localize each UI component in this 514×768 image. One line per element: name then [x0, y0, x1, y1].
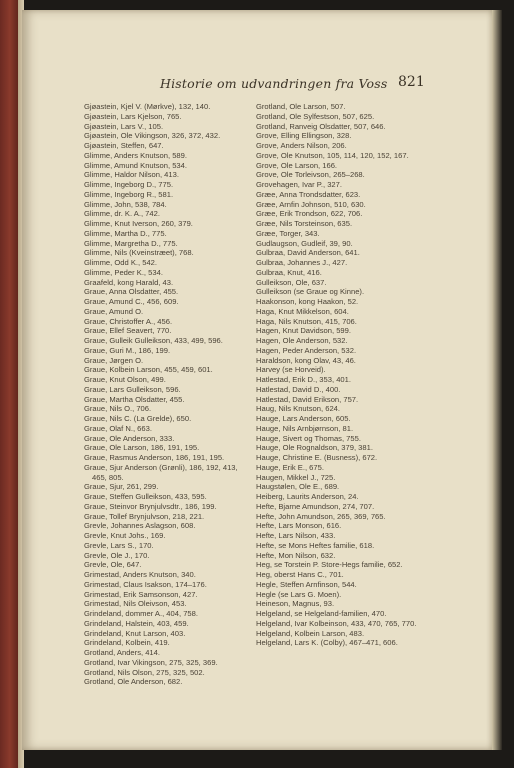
index-entry: Helgeland, se Helgeland-familien, 470.: [256, 609, 387, 618]
index-entry: Graue, Ole Larson, 186, 191, 195.: [84, 443, 200, 453]
index-entry: Hauge, Nils Arnbjørnson, 81.: [256, 423, 354, 433]
index-entry: Hagen, Knut Davidson, 599.: [256, 326, 351, 336]
index-entry: Hefte, Mon Nilson, 632.: [256, 550, 336, 560]
index-entry: Helgeland, Lars K. (Colby), 467–471, 606.: [256, 638, 398, 648]
index-entry: Graue, Sjur, 261, 299.: [84, 482, 159, 492]
index-entry: Grindeland, Knut Larson, 403.: [84, 628, 186, 638]
index-entry: Graue, Nils O., 706.: [84, 404, 152, 414]
index-entry: Gjøastein, Kjel V. (Mørkve), 132, 140.: [84, 102, 211, 111]
index-entry: Glimme, Knut Iverson, 260, 379.: [84, 219, 193, 228]
running-title: Historie om udvandringen fra Voss: [160, 76, 388, 91]
index-entry: Hegle, Steffen Arnfinson, 544.: [256, 579, 357, 589]
index-entry: Graue, Steinvor Brynjulvsdtr., 186, 199.: [84, 501, 217, 511]
index-entry: Graue, Gulleik Gulleikson, 433, 499, 596.: [84, 336, 223, 345]
index-entry: Græe, Erik Trondson, 622, 706.: [256, 209, 363, 219]
index-entry: Hauge, Erik E., 675.: [256, 462, 324, 472]
index-entry: Grindeland, dommer A., 404, 758.: [84, 609, 198, 618]
page-number: 821: [398, 74, 425, 90]
index-entry: Gulleikson, Ole, 637.: [256, 277, 327, 287]
index-entry: Grotland, Ole Sylfestson, 507, 625.: [256, 111, 375, 121]
index-entry: Glimme, Amund Knutson, 534.: [84, 160, 187, 170]
index-entry: Graue, Guri M., 186, 199.: [84, 345, 171, 355]
index-entry: Haga, Knut Mikkelson, 604.: [256, 306, 349, 316]
index-entry: Haga, Nils Knutson, 415, 706.: [256, 316, 357, 326]
index-entry: Graue, Jørgen O.: [84, 355, 144, 365]
index-entry: Graue, Olaf N., 663.: [84, 423, 152, 433]
index-entry: Hefte, se Mons Heftes familie, 618.: [256, 540, 375, 550]
index-entry: Glimme, Margretha D., 775.: [84, 238, 178, 248]
index-entry: Graue, Nils C. (La Grelde), 650.: [84, 414, 192, 423]
index-entry: Graue, Lars Gulleikson, 596.: [84, 384, 181, 394]
index-entry: Glimme, Ingeborg D., 775.: [84, 180, 174, 189]
index-entry: Hefte, Bjarne Amundson, 274, 707.: [256, 501, 375, 511]
index-entry: Hauge, Sivert og Thomas, 755.: [256, 433, 361, 443]
index-entry: Hatlestad, Erik D., 353, 401.: [256, 375, 351, 384]
index-entry: Graue, Knut Olson, 499.: [84, 375, 166, 384]
index-entry: Haugen, Mikkel J., 725.: [256, 472, 336, 482]
index-entry: Grevle, Johannes Aslagson, 608.: [84, 521, 196, 531]
index-entry: Hegle (se Lars G. Moen).: [256, 589, 342, 599]
index-entry: Grimestad, Erik Samsonson, 427.: [84, 589, 198, 599]
index-entry: Grevle, Lars S., 170.: [84, 540, 154, 550]
index-entry: Heg, se Torstein P. Store-Hegs familie, 652.: [256, 560, 403, 570]
index-entry: Hagen, Ole Anderson, 532.: [256, 336, 348, 345]
index-entry: Grimestad, Anders Knutson, 340.: [84, 570, 196, 579]
index-entry: Haug, Nils Knutson, 624.: [256, 404, 341, 414]
index-entry: Grovehagen, Ivar P., 327.: [256, 180, 342, 189]
index-entry: Heineson, Magnus, 93.: [256, 599, 335, 609]
index-entry: Gjøastein, Steffen, 647.: [84, 141, 164, 150]
index-entry: Grove, Anders Nilson, 206.: [256, 141, 347, 150]
index-entry: Hefte, Lars Nilson, 433.: [256, 531, 336, 540]
index-entry: Grove, Elling Ellingson, 328.: [256, 131, 352, 141]
index-entry: Grimestad, Nils Oleivson, 453.: [84, 599, 187, 609]
index-entry: Hagen, Peder Anderson, 532.: [256, 345, 357, 355]
index-entry: Grotland, Ole Larson, 507.: [256, 102, 346, 111]
page-right-edge: [492, 10, 502, 750]
index-entry: Heg, oberst Hans C., 701.: [256, 570, 344, 579]
index-entry: Grove, Ole Knutson, 105, 114, 120, 152, 167.: [256, 150, 409, 160]
index-entry: Helgeland, Ivar Kolbeinson, 433, 470, 765, 770.: [256, 618, 417, 628]
index-entry: Graue, Tollef Brynjulvson, 218, 221.: [84, 511, 205, 521]
index-entry: Graue, Anna Olsdatter, 455.: [84, 287, 179, 297]
index-entry: Glimme, Haldor Nilson, 413.: [84, 170, 179, 180]
index-entry: Graue, Steffen Gulleikson, 433, 595.: [84, 492, 207, 501]
index-column-left: [84, 102, 246, 687]
index-entry: Graue, Rasmus Anderson, 186, 191, 195.: [84, 453, 225, 462]
index-entry: Graue, Christoffer A., 456.: [84, 316, 173, 326]
index-entry: Graafeld, kong Harald, 43.: [84, 277, 174, 287]
index-entry: Hatlestad, David Erikson, 757.: [256, 394, 359, 404]
index-entry: Glimme, dr. K. A., 742.: [84, 209, 160, 219]
index-entry: Grotland, Nils Olson, 275, 325, 502.: [84, 667, 205, 677]
index-entry: Graue, Martha Olsdatter, 455.: [84, 394, 185, 404]
index-entry: Grindeland, Halstein, 403, 459.: [84, 618, 189, 628]
index-entry: Grevle, Ole J., 170.: [84, 550, 150, 560]
index-entry: Glimme, Peder K., 534.: [84, 267, 163, 277]
index-entry: Graue, Ole Anderson, 333.: [84, 433, 175, 443]
index-entry: Gjøastein, Lars Kjelson, 765.: [84, 111, 182, 121]
index-entry: Græe, Anna Trondsdatter, 623.: [256, 189, 361, 199]
index-entry: Gjøastein, Ole Vikingson, 326, 372, 432.: [84, 131, 221, 141]
index-entry: Grotland, Anders, 414.: [84, 648, 160, 657]
index-entry: Graue, Ellef Seavert, 770.: [84, 326, 172, 336]
index-entry: Gjøastein, Lars V., 105.: [84, 121, 164, 131]
index-entry: Græe, Torger, 343.: [256, 228, 320, 238]
index-entry: Grove, Ole Torleivson, 265–268.: [256, 170, 365, 180]
index-entry: Gulbraa, Knut, 416.: [256, 267, 322, 277]
index-entry: Hauge, Christine E. (Busness), 672.: [256, 453, 378, 462]
index-entry: Hatlestad, David D., 400.: [256, 384, 341, 394]
index-entry: Glimme, John, 538, 784.: [84, 199, 167, 209]
index-entry: Glimme, Ingeborg R., 581.: [84, 189, 174, 199]
index-entry: Harvey (se Horveid).: [256, 365, 326, 375]
index-entry: Haraldson, kong Olav, 43, 46.: [256, 355, 356, 365]
index-entry: Grotland, Ranveig Olsdatter, 507, 646.: [256, 121, 386, 131]
index-column-right: [256, 102, 420, 648]
index-entry: Grotland, Ivar Vikingson, 275, 325, 369.: [84, 657, 218, 667]
index-entry: Grevle, Ole, 647.: [84, 560, 142, 570]
index-entry: Glimme, Anders Knutson, 589.: [84, 150, 187, 160]
index-entry: Gulbraa, David Anderson, 641.: [256, 248, 360, 258]
index-entry: Grotland, Ole Anderson, 682.: [84, 677, 183, 687]
index-entry: Græe, Arnfin Johnson, 510, 630.: [256, 199, 366, 209]
index-entry: Heiberg, Laurits Anderson, 24.: [256, 492, 359, 501]
index-entry: Grindeland, Kolbein, 419.: [84, 638, 170, 648]
index-entry: Græe, Nils Torsteinson, 635.: [256, 219, 353, 228]
index-entry: Glimme, Odd K., 542.: [84, 258, 158, 267]
index-entry: Hefte, Lars Monson, 616.: [256, 521, 342, 531]
index-entry: Grove, Ole Larson, 166.: [256, 160, 338, 170]
index-entry: Gulleikson (se Graue og Kinne).: [256, 287, 365, 297]
index-entry: Graue, Sjur Anderson (Grønli), 186, 192, 413, 465, 805.: [84, 462, 238, 482]
index-entry: Hauge, Lars Anderson, 605.: [256, 414, 351, 423]
index-entry: Graue, Amund C., 456, 609.: [84, 297, 179, 306]
index-entry: Grevle, Knut Johs., 169.: [84, 531, 166, 540]
index-entry: Graue, Amund O.: [84, 306, 144, 316]
index-entry: Helgeland, Kolbein Larson, 483.: [256, 628, 365, 638]
index-entry: Haugstølen, Ole E., 689.: [256, 482, 340, 492]
index-entry: Haakonson, kong Haakon, 52.: [256, 297, 359, 306]
index-entry: Glimme, Martha D., 775.: [84, 228, 167, 238]
index-entry: Hauge, Ole Rognaldson, 379, 381.: [256, 443, 373, 453]
index-entry: Gulbraa, Johannes J., 427.: [256, 258, 348, 267]
index-entry: Graue, Kolbein Larson, 455, 459, 601.: [84, 365, 213, 375]
index-entry: Glimme, Nils (Kveinstræet), 768.: [84, 248, 194, 258]
index-entry: Grimestad, Claus Isakson, 174–176.: [84, 579, 207, 589]
index-entry: Hefte, John Amundson, 265, 369, 765.: [256, 511, 386, 521]
index-entry: Gudlaugson, Gudleif, 39, 90.: [256, 238, 353, 248]
